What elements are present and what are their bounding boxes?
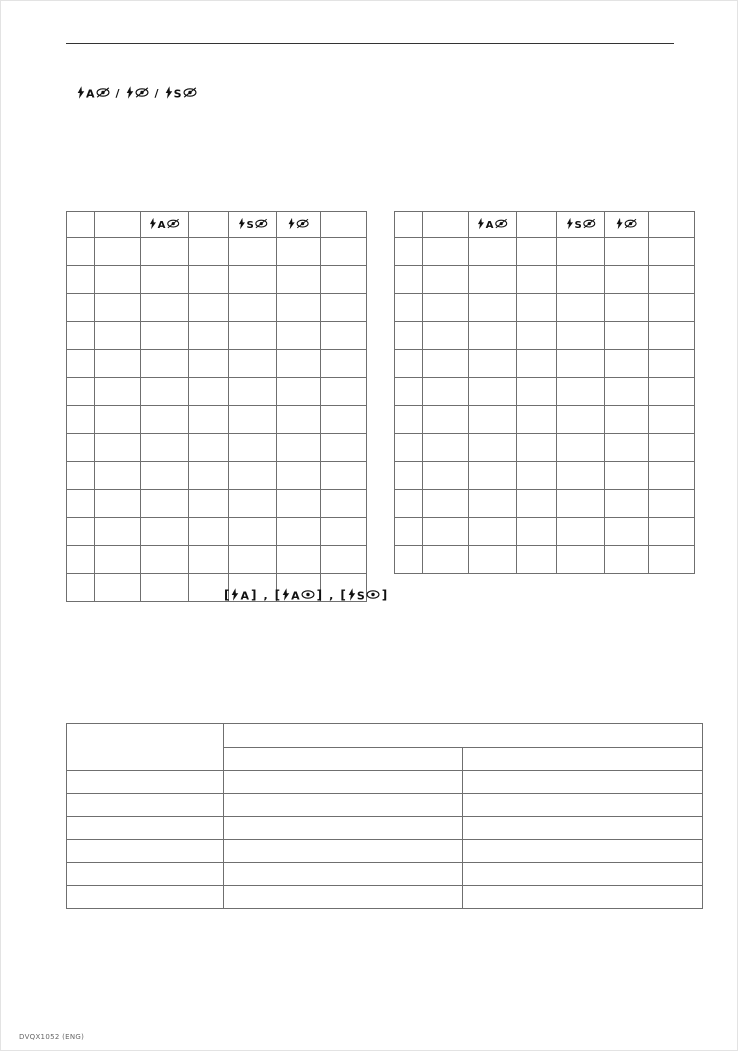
- table-cell: [605, 294, 649, 322]
- table-cell: [469, 238, 517, 266]
- table-cell: [224, 886, 463, 909]
- separator: /: [154, 86, 159, 100]
- table-cell: [224, 840, 463, 863]
- table-cell: [141, 350, 189, 378]
- table-cell: [463, 817, 703, 840]
- table-cell: [141, 546, 189, 574]
- red-eye-icon: [254, 218, 267, 230]
- table-cell: [649, 546, 695, 574]
- table-cell: [67, 794, 224, 817]
- flash-bolt-icon: [478, 217, 485, 231]
- table-cell: [229, 546, 277, 574]
- table-row: [395, 294, 695, 322]
- flash-bolt-icon: [238, 217, 245, 231]
- table-cell: [557, 406, 605, 434]
- table-cell: [95, 406, 141, 434]
- table-cell: [395, 490, 423, 518]
- table-cell: [517, 462, 557, 490]
- table-cell: [229, 350, 277, 378]
- flash-slow-redeye-slash-icon: [165, 86, 197, 101]
- table-row: [67, 546, 367, 574]
- table-row: [67, 771, 703, 794]
- table-cell: [321, 350, 367, 378]
- table-cell: [277, 238, 321, 266]
- flash-range-table-left: [66, 211, 367, 602]
- table-cell: [229, 490, 277, 518]
- table-row: [395, 462, 695, 490]
- table-cell: [277, 350, 321, 378]
- table-row: [395, 434, 695, 462]
- table-cell: [67, 378, 95, 406]
- flash-table-header-cell: [141, 212, 189, 238]
- table-cell: [95, 518, 141, 546]
- table-cell: [517, 238, 557, 266]
- table-cell: [141, 574, 189, 602]
- table-row: [67, 886, 703, 909]
- table-cell: [423, 546, 469, 574]
- table-cell: [189, 546, 229, 574]
- table-cell: [395, 434, 423, 462]
- table-cell: [189, 238, 229, 266]
- flash-mode-letter: A: [485, 218, 494, 231]
- table-cell: [277, 322, 321, 350]
- flash-table-header-cell: [649, 212, 695, 238]
- flash-bolt-icon: [288, 217, 295, 231]
- red-eye-icon: [495, 218, 508, 230]
- bracket-close: ]: [381, 588, 388, 602]
- table-cell: [189, 266, 229, 294]
- table-cell: [95, 294, 141, 322]
- table-cell: [277, 462, 321, 490]
- table-cell: [557, 378, 605, 406]
- table-cell: [557, 518, 605, 546]
- table-cell: [95, 266, 141, 294]
- table-cell: [229, 518, 277, 546]
- table-cell: [321, 406, 367, 434]
- table-cell: [277, 518, 321, 546]
- flash-range-table-right: [394, 211, 695, 574]
- table-row: [67, 817, 703, 840]
- table-cell: [423, 294, 469, 322]
- table-row: [395, 406, 695, 434]
- table-cell: [189, 294, 229, 322]
- table-cell: [557, 294, 605, 322]
- table-cell: [469, 378, 517, 406]
- table-cell: [557, 462, 605, 490]
- table-cell: [189, 434, 229, 462]
- table-cell: [463, 840, 703, 863]
- flash-slow-redeye-slash-icon: [566, 217, 595, 231]
- table-cell: [189, 378, 229, 406]
- flash-bolt-icon: [77, 86, 85, 101]
- flash-auto-bracketed-icon: [223, 588, 257, 603]
- flash-auto-redeye-slash-icon: [150, 217, 180, 231]
- table-cell: [321, 266, 367, 294]
- table-cell: [141, 322, 189, 350]
- flash-table-header-cell: [605, 212, 649, 238]
- table-row: [67, 238, 367, 266]
- red-eye-icon: [296, 218, 309, 230]
- table-cell: [67, 434, 95, 462]
- table-cell: [189, 322, 229, 350]
- table-cell: [141, 266, 189, 294]
- flash-auto-redeye-slash-icon: [77, 86, 110, 101]
- table-cell: [95, 322, 141, 350]
- table-cell: [395, 546, 423, 574]
- flash-table-header-cell: [395, 212, 423, 238]
- flash-mode-letter: S: [173, 87, 182, 100]
- table-cell: [517, 434, 557, 462]
- table-cell: [395, 266, 423, 294]
- table-row: [67, 266, 367, 294]
- table-cell: [67, 406, 95, 434]
- table-cell: [229, 322, 277, 350]
- table-cell: [423, 350, 469, 378]
- table-row: [395, 518, 695, 546]
- flash-bolt-icon: [348, 588, 356, 603]
- table-cell: [321, 462, 367, 490]
- table-cell: [469, 518, 517, 546]
- table-cell: [67, 546, 95, 574]
- table-cell: [321, 294, 367, 322]
- table-cell: [95, 490, 141, 518]
- bracket-open: [: [274, 588, 281, 602]
- table-cell: [67, 518, 95, 546]
- flash-auto-redeye-slash-icon: [478, 217, 508, 231]
- table-cell: [605, 350, 649, 378]
- table-cell: [277, 378, 321, 406]
- table-cell: [321, 322, 367, 350]
- flash-table-header-cell: [277, 212, 321, 238]
- table-cell: [321, 434, 367, 462]
- table-cell: [67, 266, 95, 294]
- table-row: [67, 518, 367, 546]
- table-cell: [189, 518, 229, 546]
- flash-mode-letter: A: [86, 87, 95, 100]
- table-cell: [229, 462, 277, 490]
- flash-table-header-cell: [189, 212, 229, 238]
- table-row: [67, 378, 367, 406]
- table-cell: [605, 378, 649, 406]
- table-cell: [469, 546, 517, 574]
- table-row: [67, 724, 703, 748]
- table-cell: [605, 238, 649, 266]
- flash-mode-letter: A: [291, 589, 300, 602]
- table-cell: [557, 434, 605, 462]
- table-cell: [67, 490, 95, 518]
- table-row: [67, 840, 703, 863]
- table-cell: [224, 817, 463, 840]
- table-cell: [469, 434, 517, 462]
- flash-table-header-cell: [469, 212, 517, 238]
- flash-slow-redeye-bracketed-icon: [339, 588, 388, 603]
- red-eye-icon: [96, 87, 110, 100]
- table-cell: [557, 546, 605, 574]
- flash-bolt-icon: [165, 86, 173, 101]
- bracket-open: [: [340, 588, 346, 602]
- table-row: [67, 350, 367, 378]
- table-cell: [469, 322, 517, 350]
- flash-mode-letter: A: [240, 589, 249, 602]
- red-eye-icon: [183, 87, 197, 100]
- flash-forced-redeye-slash-icon: [288, 217, 309, 231]
- table-cell: [141, 462, 189, 490]
- header-rule: [66, 43, 674, 44]
- flash-table-header-cell: [67, 212, 95, 238]
- table-cell: [423, 322, 469, 350]
- flash-mode-letter: A: [157, 218, 166, 231]
- table-cell: [67, 863, 224, 886]
- table-cell: [423, 462, 469, 490]
- table-cell: [67, 840, 224, 863]
- table-cell: [649, 406, 695, 434]
- table-cell: [321, 490, 367, 518]
- red-eye-icon: [167, 218, 180, 230]
- table-cell: [517, 266, 557, 294]
- bottom-table-merged-header-cell: [224, 724, 703, 748]
- table-row: [395, 322, 695, 350]
- table-row: [67, 863, 703, 886]
- table-cell: [395, 322, 423, 350]
- table-cell: [229, 266, 277, 294]
- table-cell: [517, 406, 557, 434]
- shutter-speed-table: [66, 723, 703, 909]
- table-cell: [321, 546, 367, 574]
- table-cell: [321, 518, 367, 546]
- table-cell: [141, 238, 189, 266]
- table-cell: [605, 322, 649, 350]
- table-cell: [649, 518, 695, 546]
- table-cell: [229, 294, 277, 322]
- table-cell: [469, 462, 517, 490]
- table-cell: [95, 238, 141, 266]
- table-cell: [605, 406, 649, 434]
- table-row: [395, 546, 695, 574]
- table-cell: [423, 266, 469, 294]
- table-cell: [67, 294, 95, 322]
- table-cell: [95, 462, 141, 490]
- flash-mode-letter: S: [574, 218, 582, 231]
- flash-auto-redeye-bracketed-icon: [274, 588, 323, 603]
- table-cell: [649, 378, 695, 406]
- table-cell: [517, 490, 557, 518]
- table-cell: [605, 462, 649, 490]
- table-cell: [463, 863, 703, 886]
- table-cell: [141, 378, 189, 406]
- table-cell: [95, 574, 141, 602]
- table-cell: [649, 266, 695, 294]
- table-cell: [469, 266, 517, 294]
- table-cell: [229, 238, 277, 266]
- table-cell: [557, 322, 605, 350]
- bottom-table-subheader-cell: [224, 748, 463, 771]
- table-cell: [189, 462, 229, 490]
- table-cell: [321, 238, 367, 266]
- flash-table-header-cell: [229, 212, 277, 238]
- table-cell: [395, 294, 423, 322]
- flash-bolt-icon: [282, 588, 290, 603]
- table-cell: [605, 434, 649, 462]
- table-cell: [605, 490, 649, 518]
- table-cell: [557, 266, 605, 294]
- table-row: [395, 266, 695, 294]
- table-cell: [141, 518, 189, 546]
- table-cell: [224, 794, 463, 817]
- table-cell: [423, 378, 469, 406]
- table-cell: [141, 406, 189, 434]
- table-cell: [423, 406, 469, 434]
- table-cell: [277, 490, 321, 518]
- table-cell: [517, 294, 557, 322]
- table-cell: [605, 546, 649, 574]
- table-cell: [605, 266, 649, 294]
- table-cell: [189, 406, 229, 434]
- flash-bolt-icon: [126, 86, 134, 101]
- table-cell: [423, 490, 469, 518]
- flash-table-header-cell: [517, 212, 557, 238]
- table-cell: [67, 462, 95, 490]
- table-cell: [224, 771, 463, 794]
- table-cell: [141, 434, 189, 462]
- flash-forced-redeye-slash-icon: [126, 86, 149, 101]
- table-cell: [224, 863, 463, 886]
- bracket-close: ]: [316, 588, 323, 602]
- separator: ,: [263, 588, 268, 602]
- table-cell: [395, 406, 423, 434]
- flash-bolt-icon: [150, 217, 157, 231]
- flash-slow-redeye-slash-icon: [238, 217, 267, 231]
- red-eye-icon: [366, 589, 380, 602]
- flash-bolt-icon: [231, 588, 239, 603]
- red-eye-icon: [301, 589, 315, 602]
- table-cell: [649, 238, 695, 266]
- table-cell: [649, 294, 695, 322]
- table-row: [67, 490, 367, 518]
- table-cell: [277, 406, 321, 434]
- flash-mode-letter: S: [246, 218, 254, 231]
- table-cell: [67, 771, 224, 794]
- flash-mode-letter: S: [356, 589, 365, 602]
- bracket-close: ]: [251, 588, 257, 602]
- table-cell: [557, 238, 605, 266]
- table-cell: [67, 322, 95, 350]
- red-eye-icon: [582, 218, 595, 230]
- table-row: [395, 378, 695, 406]
- flash-table-header-cell: [557, 212, 605, 238]
- table-cell: [395, 350, 423, 378]
- table-cell: [95, 546, 141, 574]
- table-cell: [189, 350, 229, 378]
- table-cell: [229, 434, 277, 462]
- footer-text: DVQX1052 (ENG): [19, 1033, 85, 1041]
- table-row: [67, 462, 367, 490]
- table-cell: [141, 490, 189, 518]
- table-cell: [557, 490, 605, 518]
- table-cell: [189, 490, 229, 518]
- table-cell: [67, 350, 95, 378]
- table-cell: [469, 406, 517, 434]
- table-cell: [649, 322, 695, 350]
- table-cell: [517, 322, 557, 350]
- flash-forced-redeye-slash-icon: [616, 217, 637, 231]
- table-row: [395, 238, 695, 266]
- flash-bolt-icon: [566, 217, 573, 231]
- table-cell: [277, 546, 321, 574]
- table-cell: [423, 238, 469, 266]
- table-cell: [395, 518, 423, 546]
- table-row: [395, 490, 695, 518]
- table-row: [67, 794, 703, 817]
- bracket-open: [: [224, 588, 230, 602]
- table-cell: [517, 518, 557, 546]
- separator: /: [115, 86, 120, 100]
- table-cell: [229, 406, 277, 434]
- flash-mode-icons-line: [77, 85, 197, 101]
- table-cell: [395, 238, 423, 266]
- table-cell: [229, 378, 277, 406]
- table-cell: [605, 518, 649, 546]
- table-cell: [321, 378, 367, 406]
- table-cell: [67, 817, 224, 840]
- table-row: [67, 294, 367, 322]
- table-cell: [67, 886, 224, 909]
- table-cell: [517, 350, 557, 378]
- table-cell: [517, 546, 557, 574]
- table-cell: [277, 294, 321, 322]
- table-cell: [463, 794, 703, 817]
- flash-table-header-cell: [95, 212, 141, 238]
- table-cell: [469, 350, 517, 378]
- table-row: [67, 434, 367, 462]
- flash-table-header-cell: [423, 212, 469, 238]
- table-cell: [649, 350, 695, 378]
- separator: ,: [329, 588, 334, 602]
- table-cell: [423, 434, 469, 462]
- table-cell: [649, 490, 695, 518]
- table-cell: [95, 378, 141, 406]
- red-eye-icon: [135, 87, 149, 100]
- table-cell: [463, 771, 703, 794]
- table-cell: [469, 294, 517, 322]
- table-cell: [517, 378, 557, 406]
- table-cell: [395, 462, 423, 490]
- table-cell: [557, 350, 605, 378]
- table-row: [67, 406, 367, 434]
- table-cell: [395, 378, 423, 406]
- bottom-table-subheader-cell: [463, 748, 703, 771]
- table-row: [67, 322, 367, 350]
- table-cell: [423, 518, 469, 546]
- table-cell: [463, 886, 703, 909]
- flash-mode-icons-inline: [223, 587, 388, 603]
- table-cell: [67, 574, 95, 602]
- table-cell: [95, 350, 141, 378]
- table-cell: [141, 294, 189, 322]
- table-cell: [649, 462, 695, 490]
- table-cell: [469, 490, 517, 518]
- table-cell: [67, 238, 95, 266]
- table-row: [395, 350, 695, 378]
- bottom-table-left-header-cell: [67, 724, 224, 771]
- table-cell: [649, 434, 695, 462]
- flash-bolt-icon: [616, 217, 623, 231]
- red-eye-icon: [624, 218, 637, 230]
- flash-table-header-cell: [321, 212, 367, 238]
- table-cell: [277, 266, 321, 294]
- table-cell: [277, 434, 321, 462]
- table-cell: [95, 434, 141, 462]
